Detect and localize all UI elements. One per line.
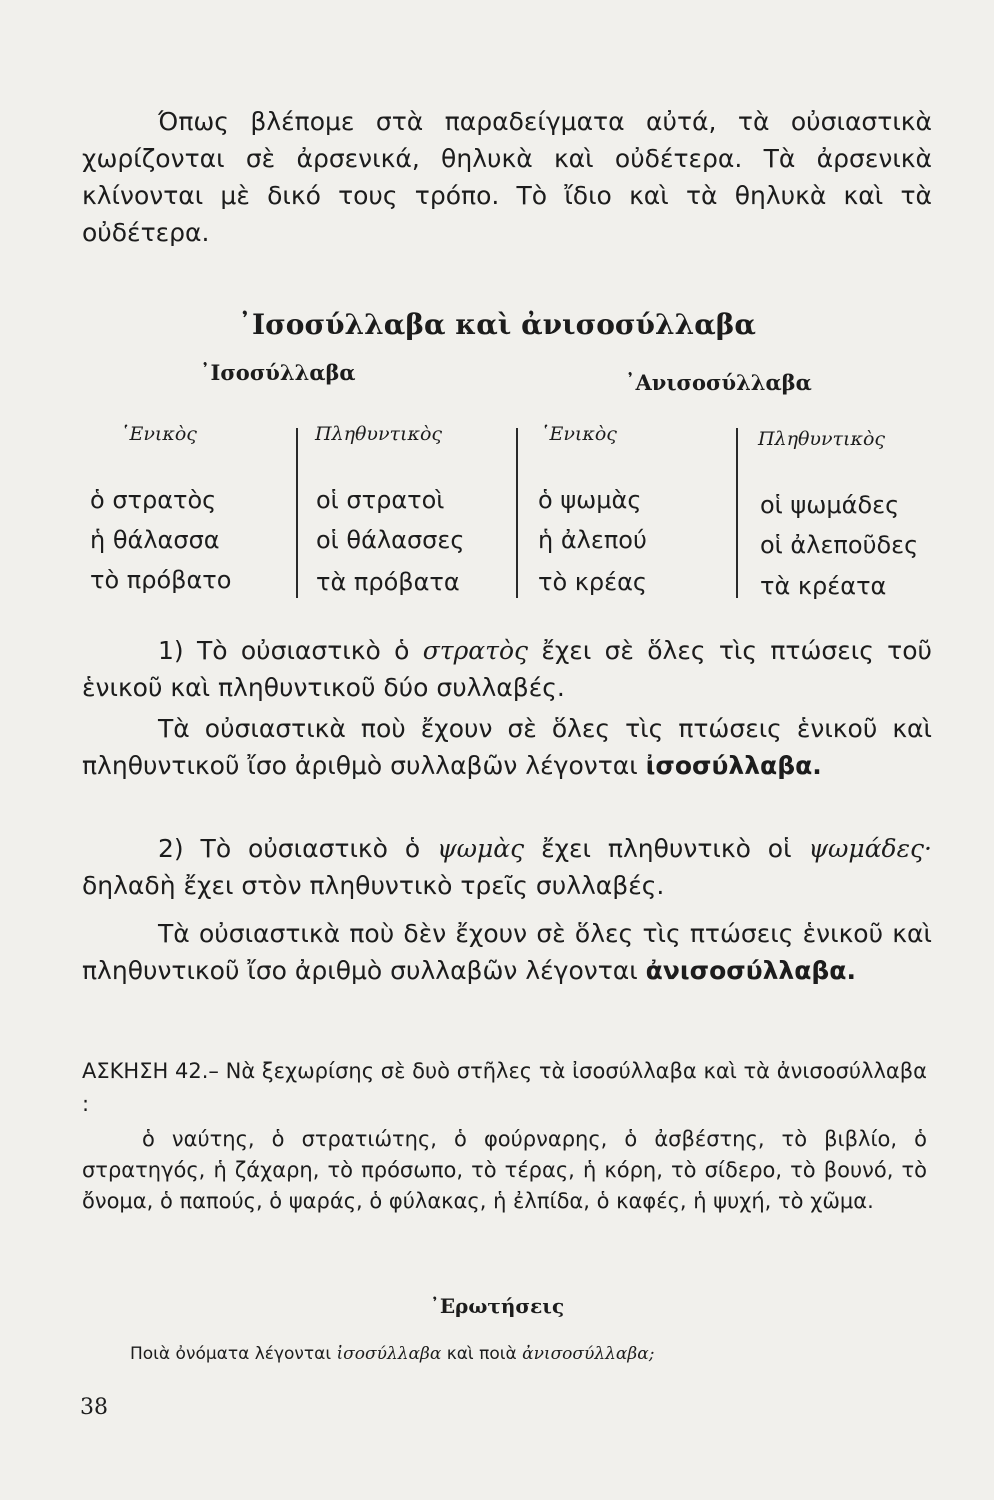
rule-1-definition-text: Τὰ οὐσιαστικὰ ποὺ ἔχουν σὲ ὅλες τὶς πτώσεις ἑνικοῦ καὶ πληθυντικοῦ ἴσο ἀριθμὸ συλλαβῶν λέγονται bbox=[82, 714, 932, 780]
question-text-start: Ποιὰ ὀνόματα λέγονται bbox=[130, 1344, 337, 1364]
intro-text: Όπως βλέπομε στὰ παραδείγματα αὐτά, τὰ οὐσιαστικὰ χωρίζονται σὲ ἀρσενικά, θηλυκὰ καὶ οὐδέτερα. Τὰ ἀρσενικὰ κλίνονται μὲ δικό τους τρόπο. Τὸ ἴδιο καὶ τὰ θηλυκὰ καὶ τὰ οὐδέτερα. bbox=[82, 107, 932, 247]
question-term-2: ἀνισοσύλλαβα; bbox=[522, 1344, 655, 1364]
rule-2-text-end: δηλαδὴ ἔχει στὸν πληθυντικὸ τρεῖς συλλαβές. bbox=[82, 871, 665, 900]
table-cell: ὁ στρατὸς bbox=[90, 486, 217, 514]
table-divider-2 bbox=[516, 428, 518, 598]
table-title-anisosyllabic: ᾿Ανισοσύλλαβα bbox=[625, 370, 812, 395]
col-header-plural-2: Πληθυντικὸς bbox=[758, 428, 886, 450]
table-cell: ἡ θάλασσα bbox=[90, 526, 220, 554]
questions-heading: ᾿Ερωτήσεις bbox=[429, 1294, 565, 1318]
table-cell: τὸ πρόβατο bbox=[90, 566, 232, 594]
table-cell: οἱ ἀλεποῦδες bbox=[760, 531, 919, 559]
question-term-1: ἰσοσύλλαβα bbox=[336, 1344, 442, 1364]
table-cell: τὰ κρέατα bbox=[760, 572, 887, 600]
table-cell: ὁ ψωμὰς bbox=[538, 486, 642, 514]
rule-1-text: 1) Τὸ οὐσιαστικὸ ὁ bbox=[158, 636, 423, 665]
col-header-plural-1: Πληθυντικὸς bbox=[315, 423, 443, 445]
rule-1-text-end: ἔχει σὲ ὅλες τὶς πτώσεις τοῦ ἑνικοῦ καὶ πληθυντικοῦ δύο συλλαβές. bbox=[82, 636, 932, 702]
rule-2-text-mid: ἔχει πληθυντικὸ οἱ bbox=[524, 834, 809, 863]
col-header-singular-1: ῾Ενικὸς bbox=[120, 423, 197, 445]
intro-paragraph bbox=[82, 103, 932, 251]
table-cell: οἱ στρατοὶ bbox=[316, 486, 445, 514]
table-cell: τὰ πρόβατα bbox=[316, 568, 460, 596]
table-cell: οἱ ψωμάδες bbox=[760, 491, 900, 519]
exercise-word-list: ὁ ναύτης, ὁ στρατιώτης, ὁ φούρναρης, ὁ ἀσβέστης, τὸ βιβλίο, ὁ στρατηγός, ἡ ζάχαρη, τὸ πρόσωπο, τὸ τέρας, ἡ κόρη, τὸ σίδερο, τὸ βουνό, τὸ ὄνομα, ὁ παπούς, ὁ ψαράς, ὁ φύλακας, ἡ ἐλπίδα, ὁ καφές, ἡ ψυχή, τὸ χῶμα. bbox=[82, 1127, 927, 1213]
term-isosyllabic: ἰσοσύλλαβα. bbox=[645, 751, 822, 780]
rule-1-definition bbox=[82, 710, 932, 784]
exercise-label: ΑΣΚΗΣΗ 42.– bbox=[82, 1059, 226, 1083]
question-text-mid: καὶ ποιὰ bbox=[441, 1344, 523, 1364]
question-text bbox=[130, 1344, 654, 1364]
exercise-instruction bbox=[82, 1055, 927, 1121]
table-cell: τὸ κρέας bbox=[538, 568, 648, 596]
table-title-isosyllabic: ᾿Ισοσύλλαβα bbox=[200, 360, 356, 385]
term-anisosyllabic: ἀνισοσύλλαβα. bbox=[645, 956, 856, 985]
rule-2-example: ψωμὰς bbox=[437, 834, 525, 863]
rule-2-example-plural: ψωμάδες· bbox=[808, 834, 932, 863]
rule-2-paragraph bbox=[82, 830, 932, 904]
rule-1-paragraph bbox=[82, 632, 932, 706]
page-number: 38 bbox=[80, 1395, 108, 1420]
rule-1-example: στρατὸς bbox=[422, 636, 529, 665]
col-header-singular-2: ῾Ενικὸς bbox=[540, 423, 617, 445]
table-divider-3 bbox=[736, 428, 738, 598]
exercise-text: Νὰ ξεχωρίσης σὲ δυὸ στῆλες τὰ ἰσοσύλλαβα καὶ τὰ ἀνισοσύλλαβα : bbox=[82, 1059, 927, 1116]
section-heading: ᾿Ισοσύλλαβα καὶ ἀνισοσύλλαβα bbox=[238, 308, 756, 341]
rule-2-text: 2) Τὸ οὐσιαστικὸ ὁ bbox=[158, 834, 438, 863]
table-cell: ἡ ἀλεπού bbox=[538, 526, 647, 554]
table-divider-1 bbox=[296, 428, 298, 598]
table-cell: οἱ θάλασσες bbox=[316, 526, 465, 554]
rule-2-definition bbox=[82, 915, 932, 989]
rule-2-definition-text: Τὰ οὐσιαστικὰ ποὺ δὲν ἔχουν σὲ ὅλες τὶς πτώσεις ἑνικοῦ καὶ πληθυντικοῦ ἴσο ἀριθμὸ συλλαβῶν λέγονται bbox=[82, 919, 932, 985]
